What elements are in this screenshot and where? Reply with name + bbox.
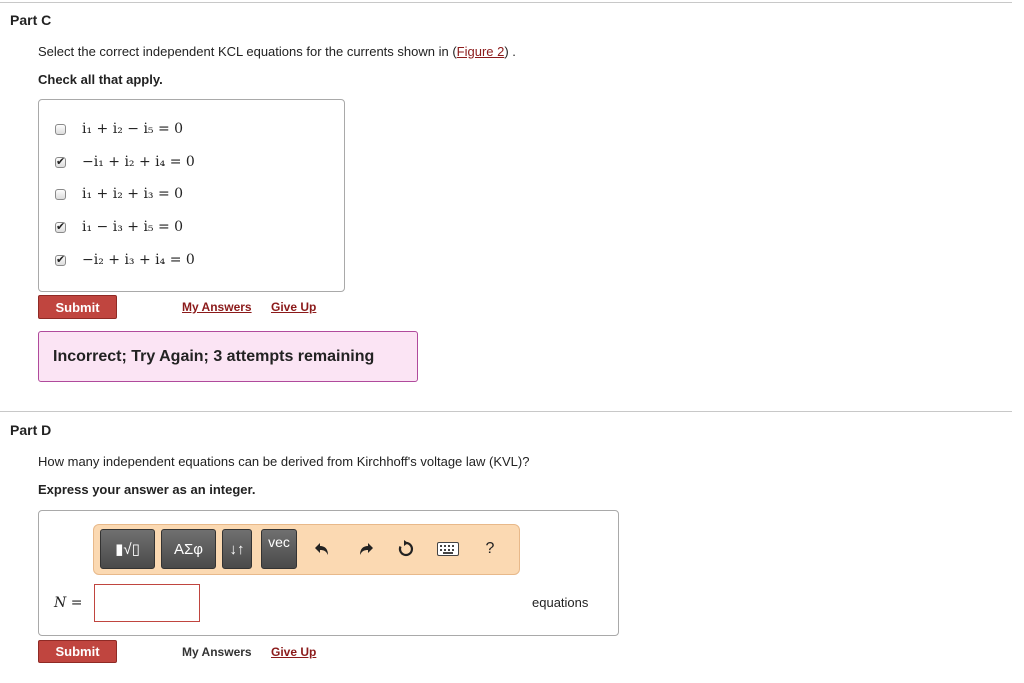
option-3[interactable] <box>55 184 183 204</box>
figure-2-link[interactable]: Figure 2 <box>456 44 505 59</box>
equation-label: i₁ + i₂ + i₃ = 0 <box>82 186 184 202</box>
greek-symbols-button[interactable]: ΑΣφ <box>161 529 216 569</box>
part-d-title: Part D <box>10 422 52 438</box>
option-1[interactable] <box>55 119 183 139</box>
keyboard-icon[interactable] <box>434 535 462 563</box>
part-d-submit-button[interactable]: Submit <box>38 640 117 663</box>
top-divider <box>0 2 1012 3</box>
math-toolbar <box>93 524 520 575</box>
part-d-instruction: Express your answer as an integer. <box>38 482 256 497</box>
option-2[interactable] <box>55 152 195 172</box>
equation-label: i₁ − i₃ + i₅ = 0 <box>82 219 184 235</box>
prompt-suffix: ) . <box>504 44 516 59</box>
answer-box <box>38 510 619 636</box>
options-box <box>38 99 345 292</box>
vec-button[interactable]: vec <box>261 529 297 569</box>
redo-icon[interactable] <box>352 535 380 563</box>
feedback-banner: Incorrect; Try Again; 3 attempts remaining <box>38 331 418 382</box>
option-4[interactable] <box>55 217 183 237</box>
unit-label: equations <box>532 595 589 610</box>
checkbox[interactable] <box>55 124 66 135</box>
equation-label: −i₂ + i₃ + i₄ = 0 <box>82 252 195 268</box>
checkbox[interactable] <box>55 255 66 266</box>
part-c-prompt <box>38 44 516 59</box>
reset-icon[interactable] <box>392 535 420 563</box>
input-label: N = <box>54 595 83 611</box>
part-c-instruction: Check all that apply. <box>38 72 163 87</box>
part-d-my-answers-link[interactable]: My Answers <box>182 645 252 659</box>
undo-icon[interactable] <box>308 535 336 563</box>
option-5[interactable] <box>55 250 195 270</box>
checkbox[interactable] <box>55 189 66 200</box>
answer-input[interactable] <box>94 584 200 622</box>
checkbox[interactable] <box>55 222 66 233</box>
part-c-give-up-link[interactable]: Give Up <box>271 300 317 314</box>
help-button[interactable]: ? <box>485 540 495 557</box>
arrows-button[interactable]: ↓↑ <box>222 529 252 569</box>
part-c-my-answers-link[interactable]: My Answers <box>182 300 252 314</box>
prompt-prefix: Select the correct independent KCL equations for the currents shown in ( <box>38 44 457 59</box>
equation-label: i₁ + i₂ − i₅ = 0 <box>82 121 184 137</box>
template-button[interactable]: ▮√▯ <box>100 529 155 569</box>
part-c-submit-button[interactable]: Submit <box>38 295 117 319</box>
equation-label: −i₁ + i₂ + i₄ = 0 <box>82 154 195 170</box>
checkbox[interactable] <box>55 157 66 168</box>
section-divider <box>0 411 1012 412</box>
part-d-give-up-link[interactable]: Give Up <box>271 645 317 659</box>
part-c-title: Part C <box>10 12 52 28</box>
part-d-prompt: How many independent equations can be derived from Kirchhoff's voltage law (KVL)? <box>38 454 530 469</box>
